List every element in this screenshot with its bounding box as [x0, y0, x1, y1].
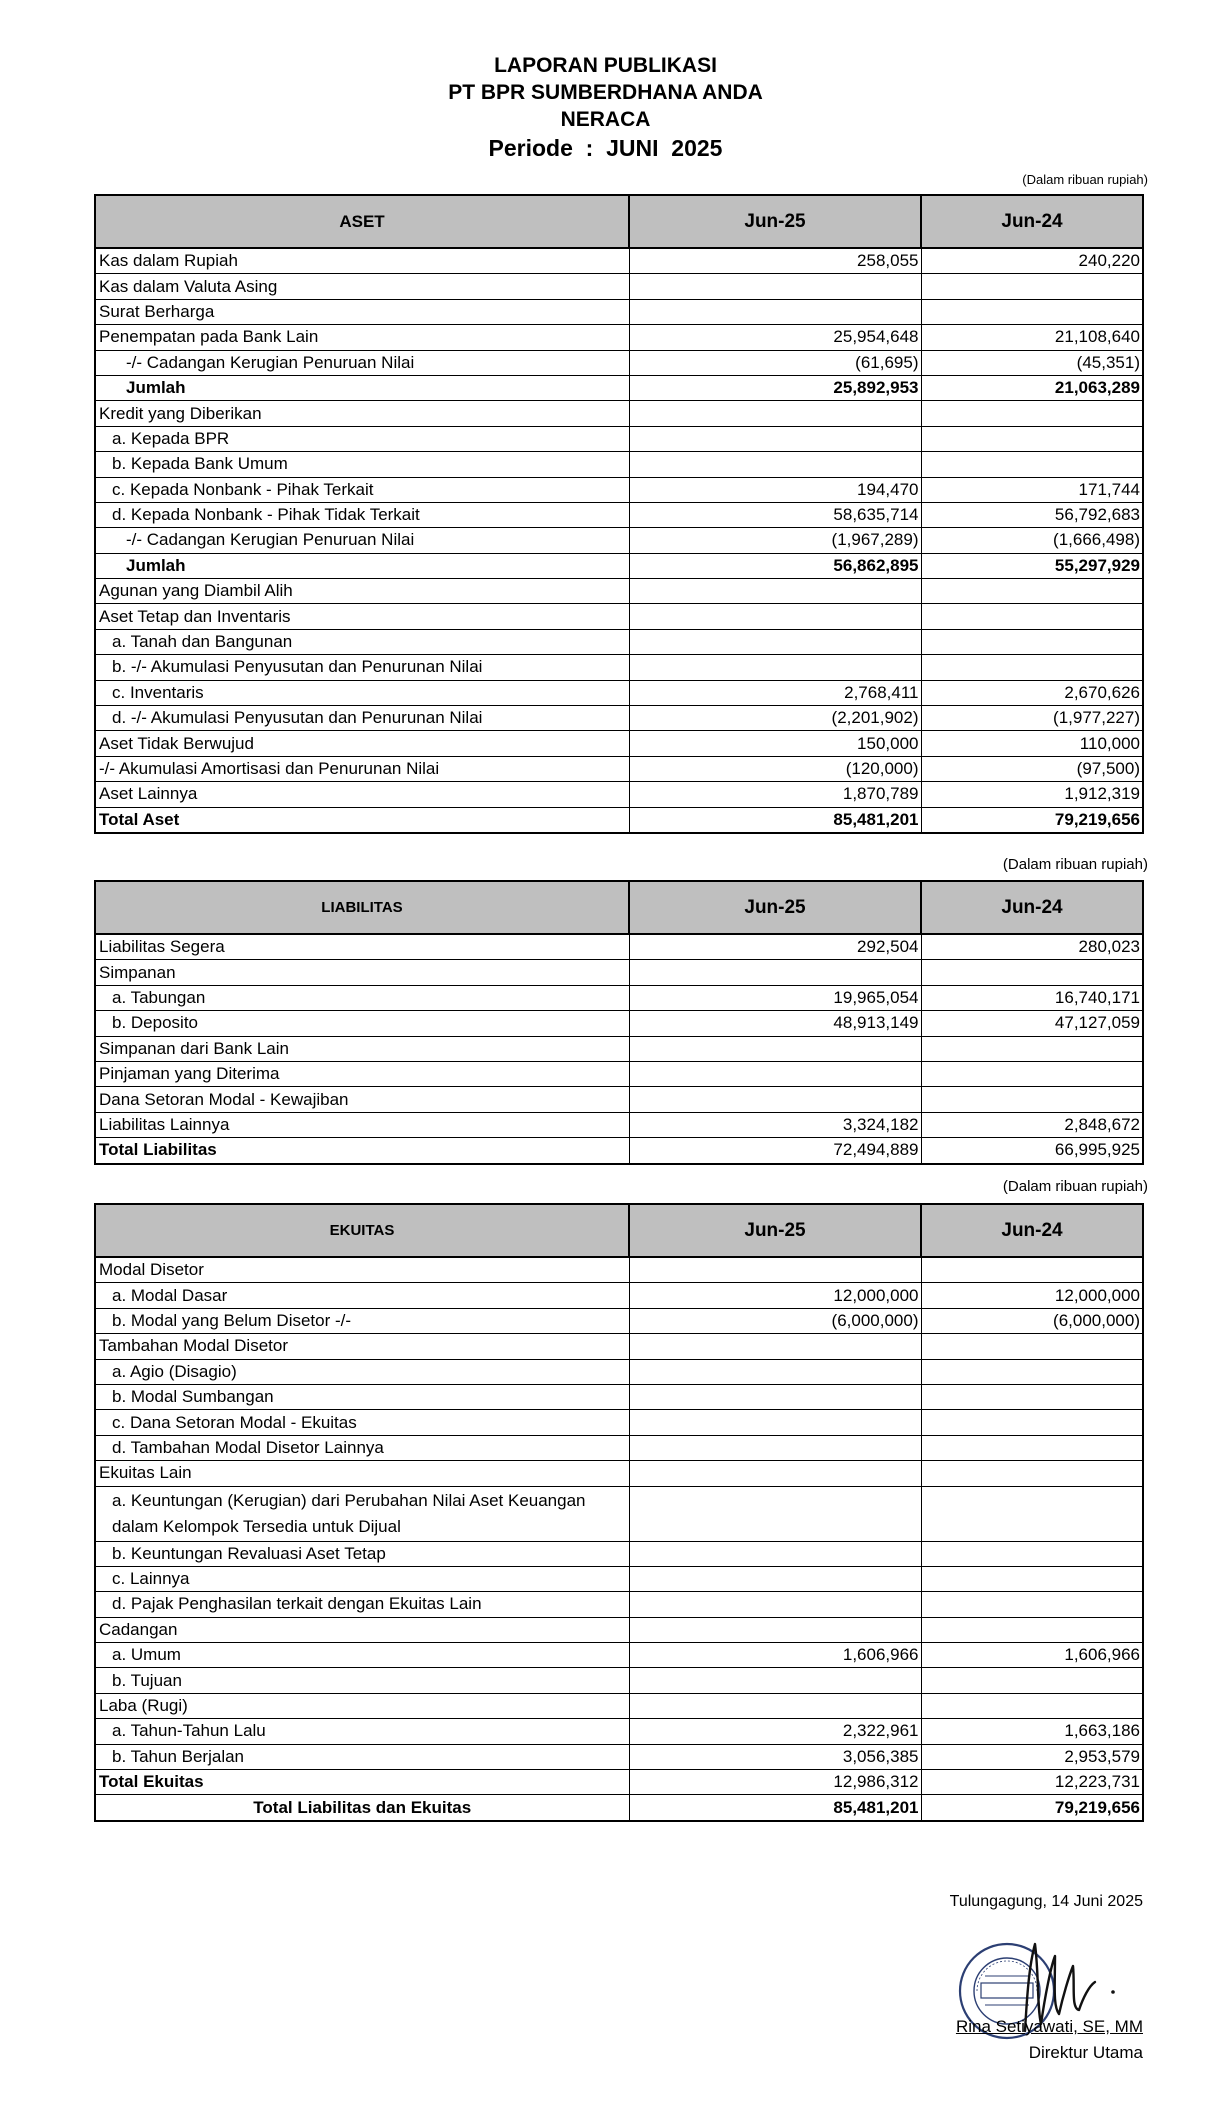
- ekuitas-row: [95, 1308, 1143, 1333]
- ekuitas-row: [95, 1257, 1143, 1283]
- ekuitas-row-label: b. Modal Sumbangan: [95, 1384, 629, 1409]
- aset-row-jun24: [921, 655, 1143, 680]
- aset-row-jun25: [629, 604, 921, 629]
- ekuitas-row-label: a. Agio (Disagio): [95, 1359, 629, 1384]
- ekuitas-row: [95, 1435, 1143, 1460]
- aset-row: [95, 426, 1143, 451]
- aset-row: [95, 350, 1143, 375]
- aset-row-jun25: (2,201,902): [629, 706, 921, 731]
- aset-row-jun24: 110,000: [921, 731, 1143, 756]
- liabilitas-row-jun24: 2,848,672: [921, 1112, 1143, 1137]
- ekuitas-row-label: a. Modal Dasar: [95, 1283, 629, 1308]
- ekuitas-row: [95, 1770, 1143, 1795]
- ekuitas-row: [95, 1719, 1143, 1744]
- ekuitas-row: [95, 1410, 1143, 1435]
- aset-row-jun24: (45,351): [921, 350, 1143, 375]
- signature-place-date: Tulungagung, 14 Juni 2025: [949, 1893, 1143, 1910]
- aset-row-label: Kas dalam Valuta Asing: [95, 274, 629, 299]
- ekuitas-row-label: d. Pajak Penghasilan terkait dengan Ekuitas Lain: [95, 1592, 629, 1617]
- aset-row: [95, 604, 1143, 629]
- ekuitas-row: [95, 1566, 1143, 1591]
- ekuitas-row-jun24: 79,219,656: [921, 1795, 1143, 1821]
- aset-row-jun24: 56,792,683: [921, 502, 1143, 527]
- aset-row-jun24: [921, 274, 1143, 299]
- ekuitas-row-label: d. Tambahan Modal Disetor Lainnya: [95, 1435, 629, 1460]
- liabilitas-row: [95, 1112, 1143, 1137]
- aset-row: [95, 477, 1143, 502]
- ekuitas-row-label: b. Modal yang Belum Disetor -/-: [95, 1308, 629, 1333]
- ekuitas-row-jun25: [629, 1693, 921, 1718]
- aset-row-jun24: 240,220: [921, 248, 1143, 274]
- ekuitas-row-label: Modal Disetor: [95, 1257, 629, 1283]
- liabilitas-row-jun24: [921, 1061, 1143, 1086]
- report-header: [0, 52, 1211, 163]
- ekuitas-row-jun24: [921, 1384, 1143, 1409]
- ekuitas-row-label: b. Tujuan: [95, 1668, 629, 1693]
- aset-row-label: Total Aset: [95, 807, 629, 833]
- ekuitas-row-jun25: 2,322,961: [629, 1719, 921, 1744]
- ekuitas-row-jun25: [629, 1617, 921, 1642]
- aset-row-label: -/- Cadangan Kerugian Penuruan Nilai: [95, 528, 629, 553]
- aset-row-jun25: [629, 426, 921, 451]
- aset-row-jun24: (1,666,498): [921, 528, 1143, 553]
- ekuitas-row-jun25: [629, 1592, 921, 1617]
- ekuitas-row-label: a. Keuntungan (Kerugian) dari Perubahan Nilai Aset Keuangan dalam Kelompok Tersedia untuk Dijual: [95, 1486, 629, 1541]
- aset-unit-note: (Dalam ribuan rupiah): [1022, 172, 1148, 187]
- ekuitas-row-jun25: 3,056,385: [629, 1744, 921, 1769]
- liabilitas-row-jun24: 16,740,171: [921, 985, 1143, 1010]
- aset-row-jun25: 25,892,953: [629, 375, 921, 400]
- aset-row-jun25: 25,954,648: [629, 325, 921, 350]
- ekuitas-row-jun25: [629, 1486, 921, 1541]
- ekuitas-row-jun24: [921, 1592, 1143, 1617]
- liabilitas-row-label: Pinjaman yang Diterima: [95, 1061, 629, 1086]
- aset-row: [95, 248, 1143, 274]
- aset-row-jun25: 258,055: [629, 248, 921, 274]
- aset-row: [95, 528, 1143, 553]
- aset-row-jun24: [921, 604, 1143, 629]
- liabilitas-row-jun25: 48,913,149: [629, 1011, 921, 1036]
- ekuitas-row-label: Tambahan Modal Disetor: [95, 1334, 629, 1359]
- aset-row-jun25: [629, 401, 921, 426]
- ekuitas-row: [95, 1283, 1143, 1308]
- ekuitas-row: [95, 1486, 1143, 1541]
- ekuitas-row-jun25: 1,606,966: [629, 1643, 921, 1668]
- aset-row-jun25: (61,695): [629, 350, 921, 375]
- liabilitas-table: [94, 880, 1144, 1165]
- aset-row: [95, 706, 1143, 731]
- aset-row-jun24: 1,912,319: [921, 782, 1143, 807]
- ekuitas-row-jun25: 12,000,000: [629, 1283, 921, 1308]
- ekuitas-row-jun25: [629, 1410, 921, 1435]
- aset-row-jun25: 194,470: [629, 477, 921, 502]
- ekuitas-row-label: Total Liabilitas dan Ekuitas: [95, 1795, 629, 1821]
- ekuitas-row-jun25: [629, 1257, 921, 1283]
- aset-row-label: Penempatan pada Bank Lain: [95, 325, 629, 350]
- ekuitas-unit-note: (Dalam ribuan rupiah): [1002, 1178, 1148, 1195]
- aset-row-jun25: [629, 629, 921, 654]
- ekuitas-row-label: c. Lainnya: [95, 1566, 629, 1591]
- aset-row-jun24: [921, 579, 1143, 604]
- ekuitas-row: [95, 1617, 1143, 1642]
- aset-row: [95, 579, 1143, 604]
- aset-row-jun24: [921, 426, 1143, 451]
- aset-row-jun25: [629, 274, 921, 299]
- aset-table: [94, 194, 1144, 834]
- aset-row: [95, 502, 1143, 527]
- aset-row-label: a. Tanah dan Bangunan: [95, 629, 629, 654]
- liabilitas-row-jun24: [921, 960, 1143, 985]
- ekuitas-row-jun25: [629, 1541, 921, 1566]
- ekuitas-row-label: c. Dana Setoran Modal - Ekuitas: [95, 1410, 629, 1435]
- aset-row-jun25: [629, 579, 921, 604]
- aset-row: [95, 401, 1143, 426]
- liabilitas-unit-note: (Dalam ribuan rupiah): [1002, 856, 1148, 873]
- ekuitas-row: [95, 1592, 1143, 1617]
- aset-row: [95, 325, 1143, 350]
- liabilitas-row-jun24: [921, 1087, 1143, 1112]
- ekuitas-header-label: EKUITAS: [95, 1204, 629, 1257]
- ekuitas-row: [95, 1668, 1143, 1693]
- aset-row: [95, 274, 1143, 299]
- liabilitas-header-label: LIABILITAS: [95, 881, 629, 934]
- ekuitas-row-jun24: [921, 1668, 1143, 1693]
- ekuitas-row-jun24: (6,000,000): [921, 1308, 1143, 1333]
- ekuitas-row-jun24: [921, 1486, 1143, 1541]
- ekuitas-row-jun25: [629, 1359, 921, 1384]
- aset-row-jun24: (1,977,227): [921, 706, 1143, 731]
- aset-row-jun25: 85,481,201: [629, 807, 921, 833]
- ekuitas-row-jun24: [921, 1461, 1143, 1486]
- ekuitas-row-jun25: 12,986,312: [629, 1770, 921, 1795]
- aset-row-label: b. Kepada Bank Umum: [95, 452, 629, 477]
- ekuitas-row-jun24: 12,223,731: [921, 1770, 1143, 1795]
- aset-row-jun25: 2,768,411: [629, 680, 921, 705]
- aset-row-jun25: 1,870,789: [629, 782, 921, 807]
- aset-row: [95, 680, 1143, 705]
- liabilitas-row-jun25: 72,494,889: [629, 1138, 921, 1164]
- aset-row-jun24: [921, 452, 1143, 477]
- aset-row-jun25: [629, 299, 921, 324]
- ekuitas-row: [95, 1461, 1143, 1486]
- aset-row-jun25: (120,000): [629, 756, 921, 781]
- aset-row: [95, 782, 1143, 807]
- aset-row-label: -/- Akumulasi Amortisasi dan Penurunan Nilai: [95, 756, 629, 781]
- liabilitas-row-jun25: 292,504: [629, 934, 921, 960]
- aset-row-jun24: [921, 299, 1143, 324]
- liabilitas-header-col1: Jun-25: [629, 881, 921, 934]
- liabilitas-row-label: a. Tabungan: [95, 985, 629, 1010]
- liabilitas-row-label: Total Liabilitas: [95, 1138, 629, 1164]
- aset-row-jun25: 56,862,895: [629, 553, 921, 578]
- aset-row-label: Aset Tetap dan Inventaris: [95, 604, 629, 629]
- aset-row-jun24: [921, 401, 1143, 426]
- aset-row-jun24: 21,063,289: [921, 375, 1143, 400]
- liabilitas-row-jun24: 280,023: [921, 934, 1143, 960]
- ekuitas-row-jun24: [921, 1359, 1143, 1384]
- ekuitas-row-jun25: [629, 1668, 921, 1693]
- ekuitas-row-jun24: [921, 1410, 1143, 1435]
- liabilitas-row-jun24: [921, 1036, 1143, 1061]
- ekuitas-row-jun25: [629, 1334, 921, 1359]
- signatory-name: Rina Setiyawati, SE, MM: [955, 2017, 1143, 2036]
- aset-row-label: Kas dalam Rupiah: [95, 248, 629, 274]
- liabilitas-row: [95, 1138, 1143, 1164]
- aset-row: [95, 731, 1143, 756]
- ekuitas-row-label: Total Ekuitas: [95, 1770, 629, 1795]
- aset-body: [95, 248, 1143, 833]
- aset-row-jun25: (1,967,289): [629, 528, 921, 553]
- liabilitas-row-jun25: 3,324,182: [629, 1112, 921, 1137]
- aset-row-label: a. Kepada BPR: [95, 426, 629, 451]
- liabilitas-row-label: Dana Setoran Modal - Kewajiban: [95, 1087, 629, 1112]
- ekuitas-row-label: a. Umum: [95, 1643, 629, 1668]
- ekuitas-body: [95, 1257, 1143, 1821]
- ekuitas-table: [94, 1203, 1144, 1822]
- statement-name: NERACA: [560, 108, 651, 131]
- ekuitas-row: [95, 1643, 1143, 1668]
- liabilitas-row-label: Liabilitas Segera: [95, 934, 629, 960]
- aset-row-jun24: 171,744: [921, 477, 1143, 502]
- ekuitas-row-label: Laba (Rugi): [95, 1693, 629, 1718]
- aset-row-jun24: 55,297,929: [921, 553, 1143, 578]
- aset-header-label: ASET: [95, 195, 629, 248]
- ekuitas-row-jun24: [921, 1435, 1143, 1460]
- aset-row-label: Aset Lainnya: [95, 782, 629, 807]
- liabilitas-row-jun24: 47,127,059: [921, 1011, 1143, 1036]
- ekuitas-row-jun25: [629, 1435, 921, 1460]
- aset-row-label: b. -/- Akumulasi Penyusutan dan Penurunan Nilai: [95, 655, 629, 680]
- ekuitas-row-jun25: [629, 1384, 921, 1409]
- ekuitas-row-jun24: [921, 1541, 1143, 1566]
- ekuitas-row-jun24: [921, 1334, 1143, 1359]
- aset-row-label: Jumlah: [95, 553, 629, 578]
- aset-row: [95, 375, 1143, 400]
- aset-header-row: [95, 195, 1143, 248]
- liabilitas-row: [95, 1087, 1143, 1112]
- ekuitas-row-jun25: 85,481,201: [629, 1795, 921, 1821]
- aset-header-col2: Jun-24: [921, 195, 1143, 248]
- liabilitas-row-label: b. Deposito: [95, 1011, 629, 1036]
- aset-row: [95, 655, 1143, 680]
- aset-row-label: Surat Berharga: [95, 299, 629, 324]
- ekuitas-row-jun24: 2,953,579: [921, 1744, 1143, 1769]
- ekuitas-row-label: Ekuitas Lain: [95, 1461, 629, 1486]
- ekuitas-row-jun25: (6,000,000): [629, 1308, 921, 1333]
- ekuitas-row-jun24: [921, 1617, 1143, 1642]
- liabilitas-body: [95, 934, 1143, 1164]
- aset-row-label: Jumlah: [95, 375, 629, 400]
- aset-row-jun24: 21,108,640: [921, 325, 1143, 350]
- ekuitas-row: [95, 1744, 1143, 1769]
- aset-row-jun25: [629, 655, 921, 680]
- liabilitas-header-col2: Jun-24: [921, 881, 1143, 934]
- ekuitas-header-col1: Jun-25: [629, 1204, 921, 1257]
- liabilitas-row: [95, 1036, 1143, 1061]
- ekuitas-header-col2: Jun-24: [921, 1204, 1143, 1257]
- report-period: Periode : JUNI 2025: [488, 135, 723, 161]
- ekuitas-row-label: Cadangan: [95, 1617, 629, 1642]
- aset-header-col1: Jun-25: [629, 195, 921, 248]
- aset-row: [95, 299, 1143, 324]
- aset-row: [95, 756, 1143, 781]
- aset-row: [95, 452, 1143, 477]
- report-title: LAPORAN PUBLIKASI: [494, 54, 717, 77]
- liabilitas-row: [95, 985, 1143, 1010]
- aset-row-label: d. -/- Akumulasi Penyusutan dan Penurunan Nilai: [95, 706, 629, 731]
- liabilitas-row-jun24: 66,995,925: [921, 1138, 1143, 1164]
- ekuitas-row: [95, 1334, 1143, 1359]
- liabilitas-row: [95, 1061, 1143, 1086]
- ekuitas-row-jun24: 1,663,186: [921, 1719, 1143, 1744]
- liabilitas-row-jun25: [629, 1061, 921, 1086]
- aset-row-jun25: 58,635,714: [629, 502, 921, 527]
- ekuitas-row-jun25: [629, 1461, 921, 1486]
- liabilitas-row-jun25: [629, 1087, 921, 1112]
- aset-row-jun24: [921, 629, 1143, 654]
- aset-row: [95, 553, 1143, 578]
- ekuitas-row: [95, 1359, 1143, 1384]
- ekuitas-row: [95, 1384, 1143, 1409]
- liabilitas-row: [95, 1011, 1143, 1036]
- signatory-title: Direktur Utama: [1028, 2043, 1143, 2062]
- aset-row-label: d. Kepada Nonbank - Pihak Tidak Terkait: [95, 502, 629, 527]
- aset-row-label: Kredit yang Diberikan: [95, 401, 629, 426]
- aset-row-label: Agunan yang Diambil Alih: [95, 579, 629, 604]
- ekuitas-row-label: b. Tahun Berjalan: [95, 1744, 629, 1769]
- aset-row-jun25: 150,000: [629, 731, 921, 756]
- liabilitas-row: [95, 934, 1143, 960]
- aset-row-label: Aset Tidak Berwujud: [95, 731, 629, 756]
- liabilitas-header-row: [95, 881, 1143, 934]
- ekuitas-row-jun24: [921, 1257, 1143, 1283]
- ekuitas-row-jun24: 12,000,000: [921, 1283, 1143, 1308]
- aset-row: [95, 629, 1143, 654]
- ekuitas-header-row: [95, 1204, 1143, 1257]
- aset-row: [95, 807, 1143, 833]
- ekuitas-row: [95, 1693, 1143, 1718]
- liabilitas-row: [95, 960, 1143, 985]
- liabilitas-row-label: Simpanan: [95, 960, 629, 985]
- aset-row-jun24: (97,500): [921, 756, 1143, 781]
- aset-row-jun24: 2,670,626: [921, 680, 1143, 705]
- ekuitas-row-jun24: 1,606,966: [921, 1643, 1143, 1668]
- aset-row-jun25: [629, 452, 921, 477]
- ekuitas-row-label: b. Keuntungan Revaluasi Aset Tetap: [95, 1541, 629, 1566]
- liabilitas-row-label: Simpanan dari Bank Lain: [95, 1036, 629, 1061]
- ekuitas-row: [95, 1795, 1143, 1821]
- liabilitas-row-jun25: 19,965,054: [629, 985, 921, 1010]
- ekuitas-row-jun24: [921, 1693, 1143, 1718]
- company-name: PT BPR SUMBERDHANA ANDA: [448, 81, 763, 104]
- liabilitas-row-label: Liabilitas Lainnya: [95, 1112, 629, 1137]
- ekuitas-row-jun25: [629, 1566, 921, 1591]
- ekuitas-row: [95, 1541, 1143, 1566]
- liabilitas-row-jun25: [629, 960, 921, 985]
- aset-row-label: c. Inventaris: [95, 680, 629, 705]
- aset-row-label: c. Kepada Nonbank - Pihak Terkait: [95, 477, 629, 502]
- liabilitas-row-jun25: [629, 1036, 921, 1061]
- aset-row-label: -/- Cadangan Kerugian Penuruan Nilai: [95, 350, 629, 375]
- ekuitas-row-label: a. Tahun-Tahun Lalu: [95, 1719, 629, 1744]
- aset-row-jun24: 79,219,656: [921, 807, 1143, 833]
- ekuitas-row-jun24: [921, 1566, 1143, 1591]
